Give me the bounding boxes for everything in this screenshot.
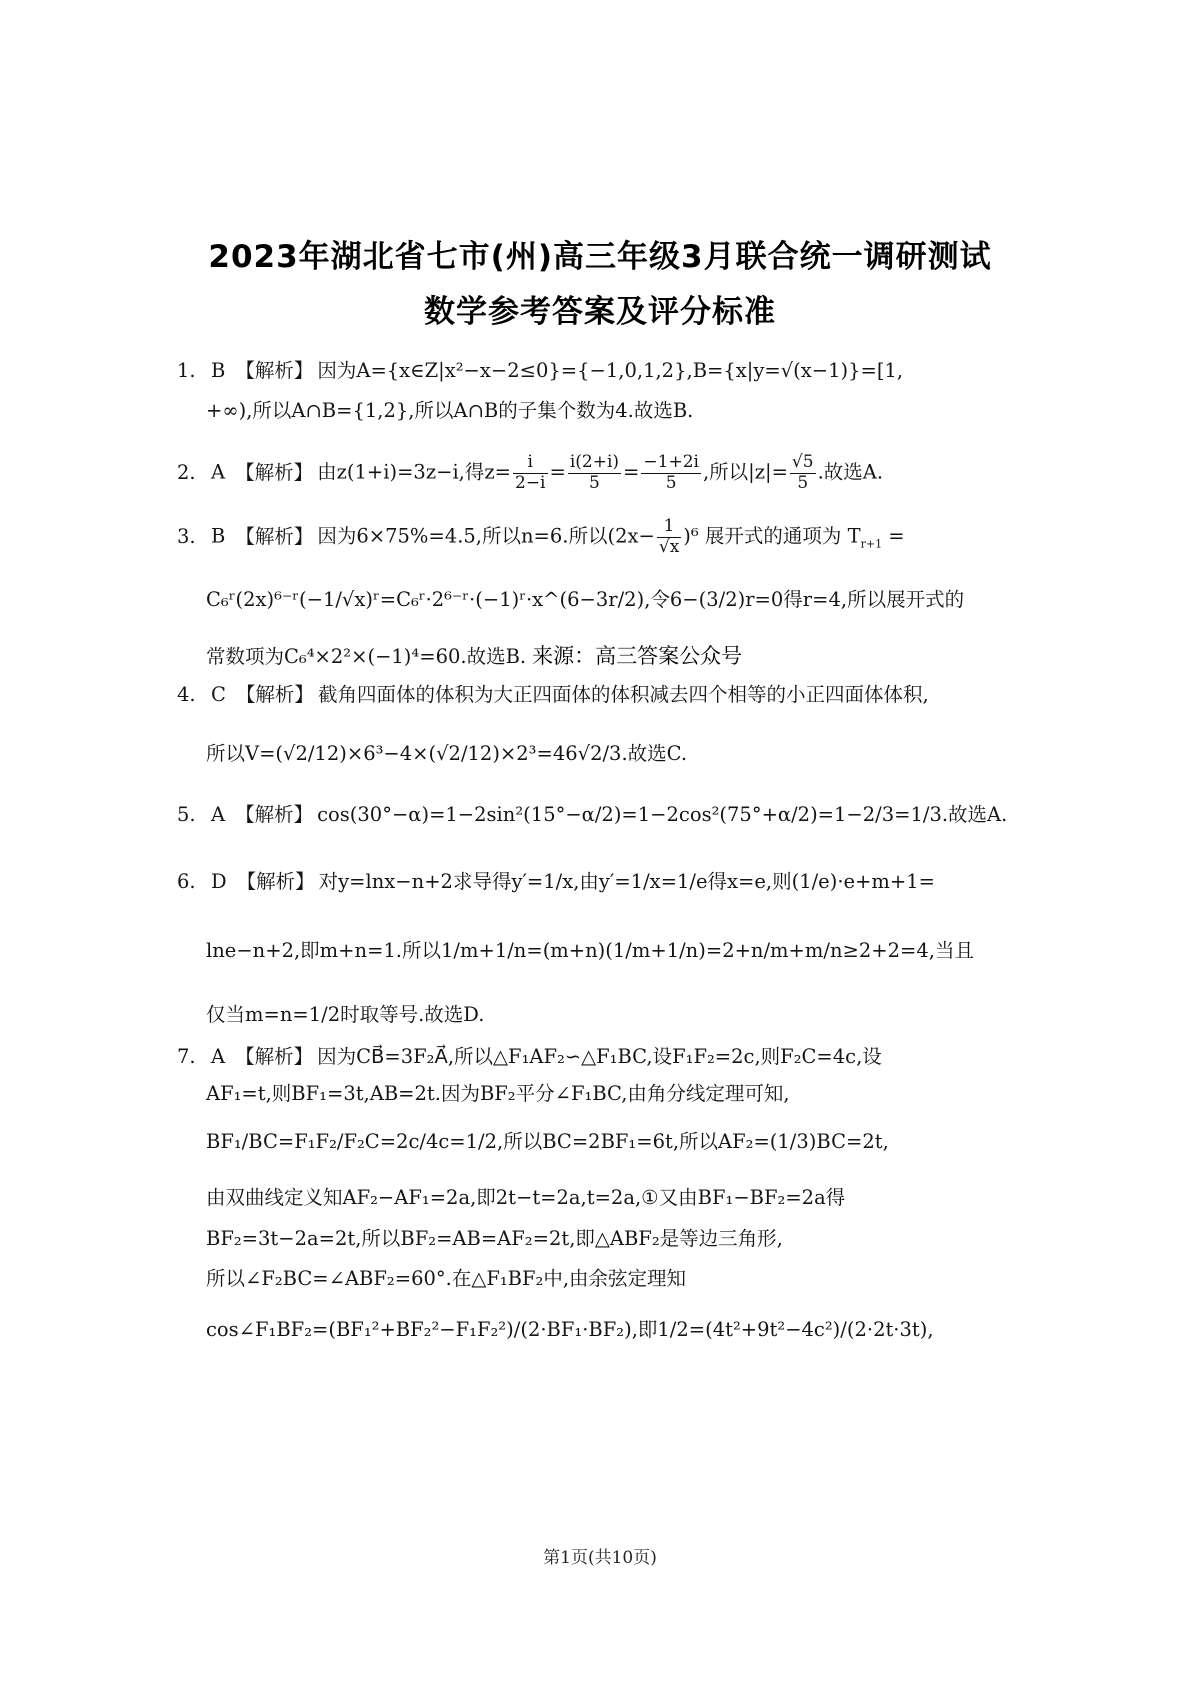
- answer-3-line-3: [206, 642, 742, 671]
- source-watermark: 来源：高三答案公众号: [532, 644, 743, 668]
- answer-7-line-6: 所以∠F₂BC=∠ABF₂=60°.在△F₁BF₂中,由余弦定理知: [206, 1267, 687, 1290]
- answer-text: =: [882, 524, 905, 548]
- fraction: [790, 453, 816, 493]
- answer-number: 6.: [177, 870, 196, 893]
- answer-text: cos(30°−α)=1−2sin²(15°−α/2)=1−2cos²(75°+α/2)=1−2/3=1/3.故选A.: [317, 803, 1008, 826]
- answer-text: .故选A.: [817, 460, 884, 484]
- answer-choice: B: [211, 359, 226, 382]
- analysis-tag: 【解析】: [235, 359, 314, 382]
- answer-4-line-2: 所以V=(√2/12)×6³−4×(√2/12)×2³=46√2/3.故选C.: [206, 742, 688, 765]
- answer-6-line-1: [177, 868, 935, 896]
- denominator: 5: [665, 472, 677, 493]
- answer-1-line-1: [177, 357, 903, 385]
- answer-choice: D: [211, 870, 227, 893]
- answer-choice: B: [211, 524, 226, 548]
- answer-7-line-5: BF₂=3t−2a=2t,所以BF₂=AB=AF₂=2t,即△ABF₂是等边三角形,: [206, 1227, 783, 1250]
- denominator: 5: [797, 472, 809, 493]
- answer-choice: A: [211, 1045, 226, 1068]
- answer-2-line-1: [177, 453, 883, 493]
- answer-text: 对y=lnx−n+2求导得y′=1/x,由y′=1/x=1/e得x=e,则(1/e)·e+m+1=: [318, 870, 935, 893]
- answer-text: 因为CB⃗=3F₂A⃗,所以△F₁AF₂∽△F₁BC,设F₁F₂=2c,则F₂C=4c,设: [317, 1045, 882, 1068]
- document-subtitle: 数学参考答案及评分标准: [424, 294, 776, 330]
- answer-number: 5.: [177, 803, 196, 826]
- answer-1-line-2: +∞),所以A∩B={1,2},所以A∩B的子集个数为4.故选B.: [206, 399, 694, 422]
- answer-choice: A: [211, 460, 226, 484]
- answer-7-line-7: cos∠F₁BF₂=(BF₁²+BF₂²−F₁F₂²)/(2·BF₁·BF₂),即1/2=(4t²+9t²−4c²)/(2·2t·3t),: [206, 1318, 934, 1341]
- answer-6-line-3: 仅当m=n=1/2时取等号.故选D.: [206, 1003, 485, 1026]
- numerator: i: [513, 453, 548, 474]
- answer-text: 截角四面体的体积为大正四面体的体积减去四个相等的小正四面体体积,: [317, 683, 929, 706]
- answer-text: )⁶ 展开式的通项为 T: [683, 524, 861, 548]
- denominator: 2−i: [515, 472, 546, 493]
- answer-choice: A: [211, 803, 226, 826]
- numerator: −1+2i: [643, 452, 699, 472]
- answer-number: 3.: [177, 524, 196, 548]
- answer-number: 7.: [177, 1045, 196, 1068]
- page-footer: 第1页(共10页): [543, 1548, 657, 1568]
- answer-text: 由z(1+i)=3z−i,得z=: [317, 460, 511, 484]
- answer-text: 常数项为C₆⁴×2²×(−1)⁴=60.故选B.: [206, 645, 527, 668]
- analysis-tag: 【解析】: [235, 1045, 314, 1068]
- analysis-tag: 【解析】: [235, 803, 314, 826]
- equals-sign: =: [549, 460, 566, 484]
- answer-4-line-1: [177, 681, 929, 709]
- analysis-tag: 【解析】: [235, 524, 314, 548]
- fraction: [513, 453, 548, 493]
- answer-text: ,所以|z|=: [702, 460, 788, 484]
- answer-7-line-2: AF₁=t,则BF₁=3t,AB=2t.因为BF₂平分∠F₁BC,由角分线定理可知,: [206, 1082, 790, 1105]
- answer-7-line-3: BF₁/BC=F₁F₂/F₂C=2c/4c=1/2,所以BC=2BF₁=6t,所以AF₂=(1/3)BC=2t,: [206, 1130, 889, 1153]
- equals-sign: =: [623, 460, 640, 484]
- answer-7-line-1: [177, 1043, 882, 1071]
- answer-text: 因为A={x∈Z|x²−x−2≤0}={−1,0,1,2},B={x|y=√(x−1)}=[1,: [317, 359, 904, 382]
- subscript: r+1: [860, 537, 883, 551]
- answer-3-line-2: C₆ʳ(2x)⁶⁻ʳ(−1/√x)ʳ=C₆ʳ·2⁶⁻ʳ·(−1)ʳ·x^(6−3r/2),令6−(3/2)r=0得r=4,所以展开式的: [206, 588, 965, 611]
- answer-6-line-2: lne−n+2,即m+n=1.所以1/m+1/n=(m+n)(1/m+1/n)=2+n/m+m/n≥2+2=4,当且: [206, 939, 974, 962]
- answer-number: 1.: [177, 359, 196, 382]
- denominator: √x: [658, 536, 680, 557]
- answer-3-line-1: [177, 517, 905, 557]
- fraction: [657, 517, 681, 557]
- answer-5-line-1: [177, 801, 1007, 829]
- answer-text: 因为6×75%=4.5,所以n=6.所以(2x−: [317, 524, 655, 548]
- analysis-tag: 【解析】: [235, 683, 314, 706]
- numerator: √5: [791, 452, 814, 472]
- document-title: 2023年湖北省七市(州)高三年级3月联合统一调研测试: [208, 239, 992, 275]
- fraction: [641, 453, 701, 493]
- answer-number: 2.: [177, 460, 196, 484]
- answer-number: 4.: [177, 683, 196, 706]
- fraction: [568, 453, 621, 493]
- analysis-tag: 【解析】: [235, 460, 314, 484]
- answer-7-line-4: 由双曲线定义知AF₂−AF₁=2a,即2t−t=2a,t=2a,①又由BF₁−BF₂=2a得: [206, 1186, 846, 1209]
- answer-choice: C: [211, 683, 226, 706]
- numerator: i(2+i): [569, 452, 620, 472]
- analysis-tag: 【解析】: [236, 870, 315, 893]
- numerator: 1: [657, 517, 681, 538]
- denominator: 5: [589, 472, 600, 493]
